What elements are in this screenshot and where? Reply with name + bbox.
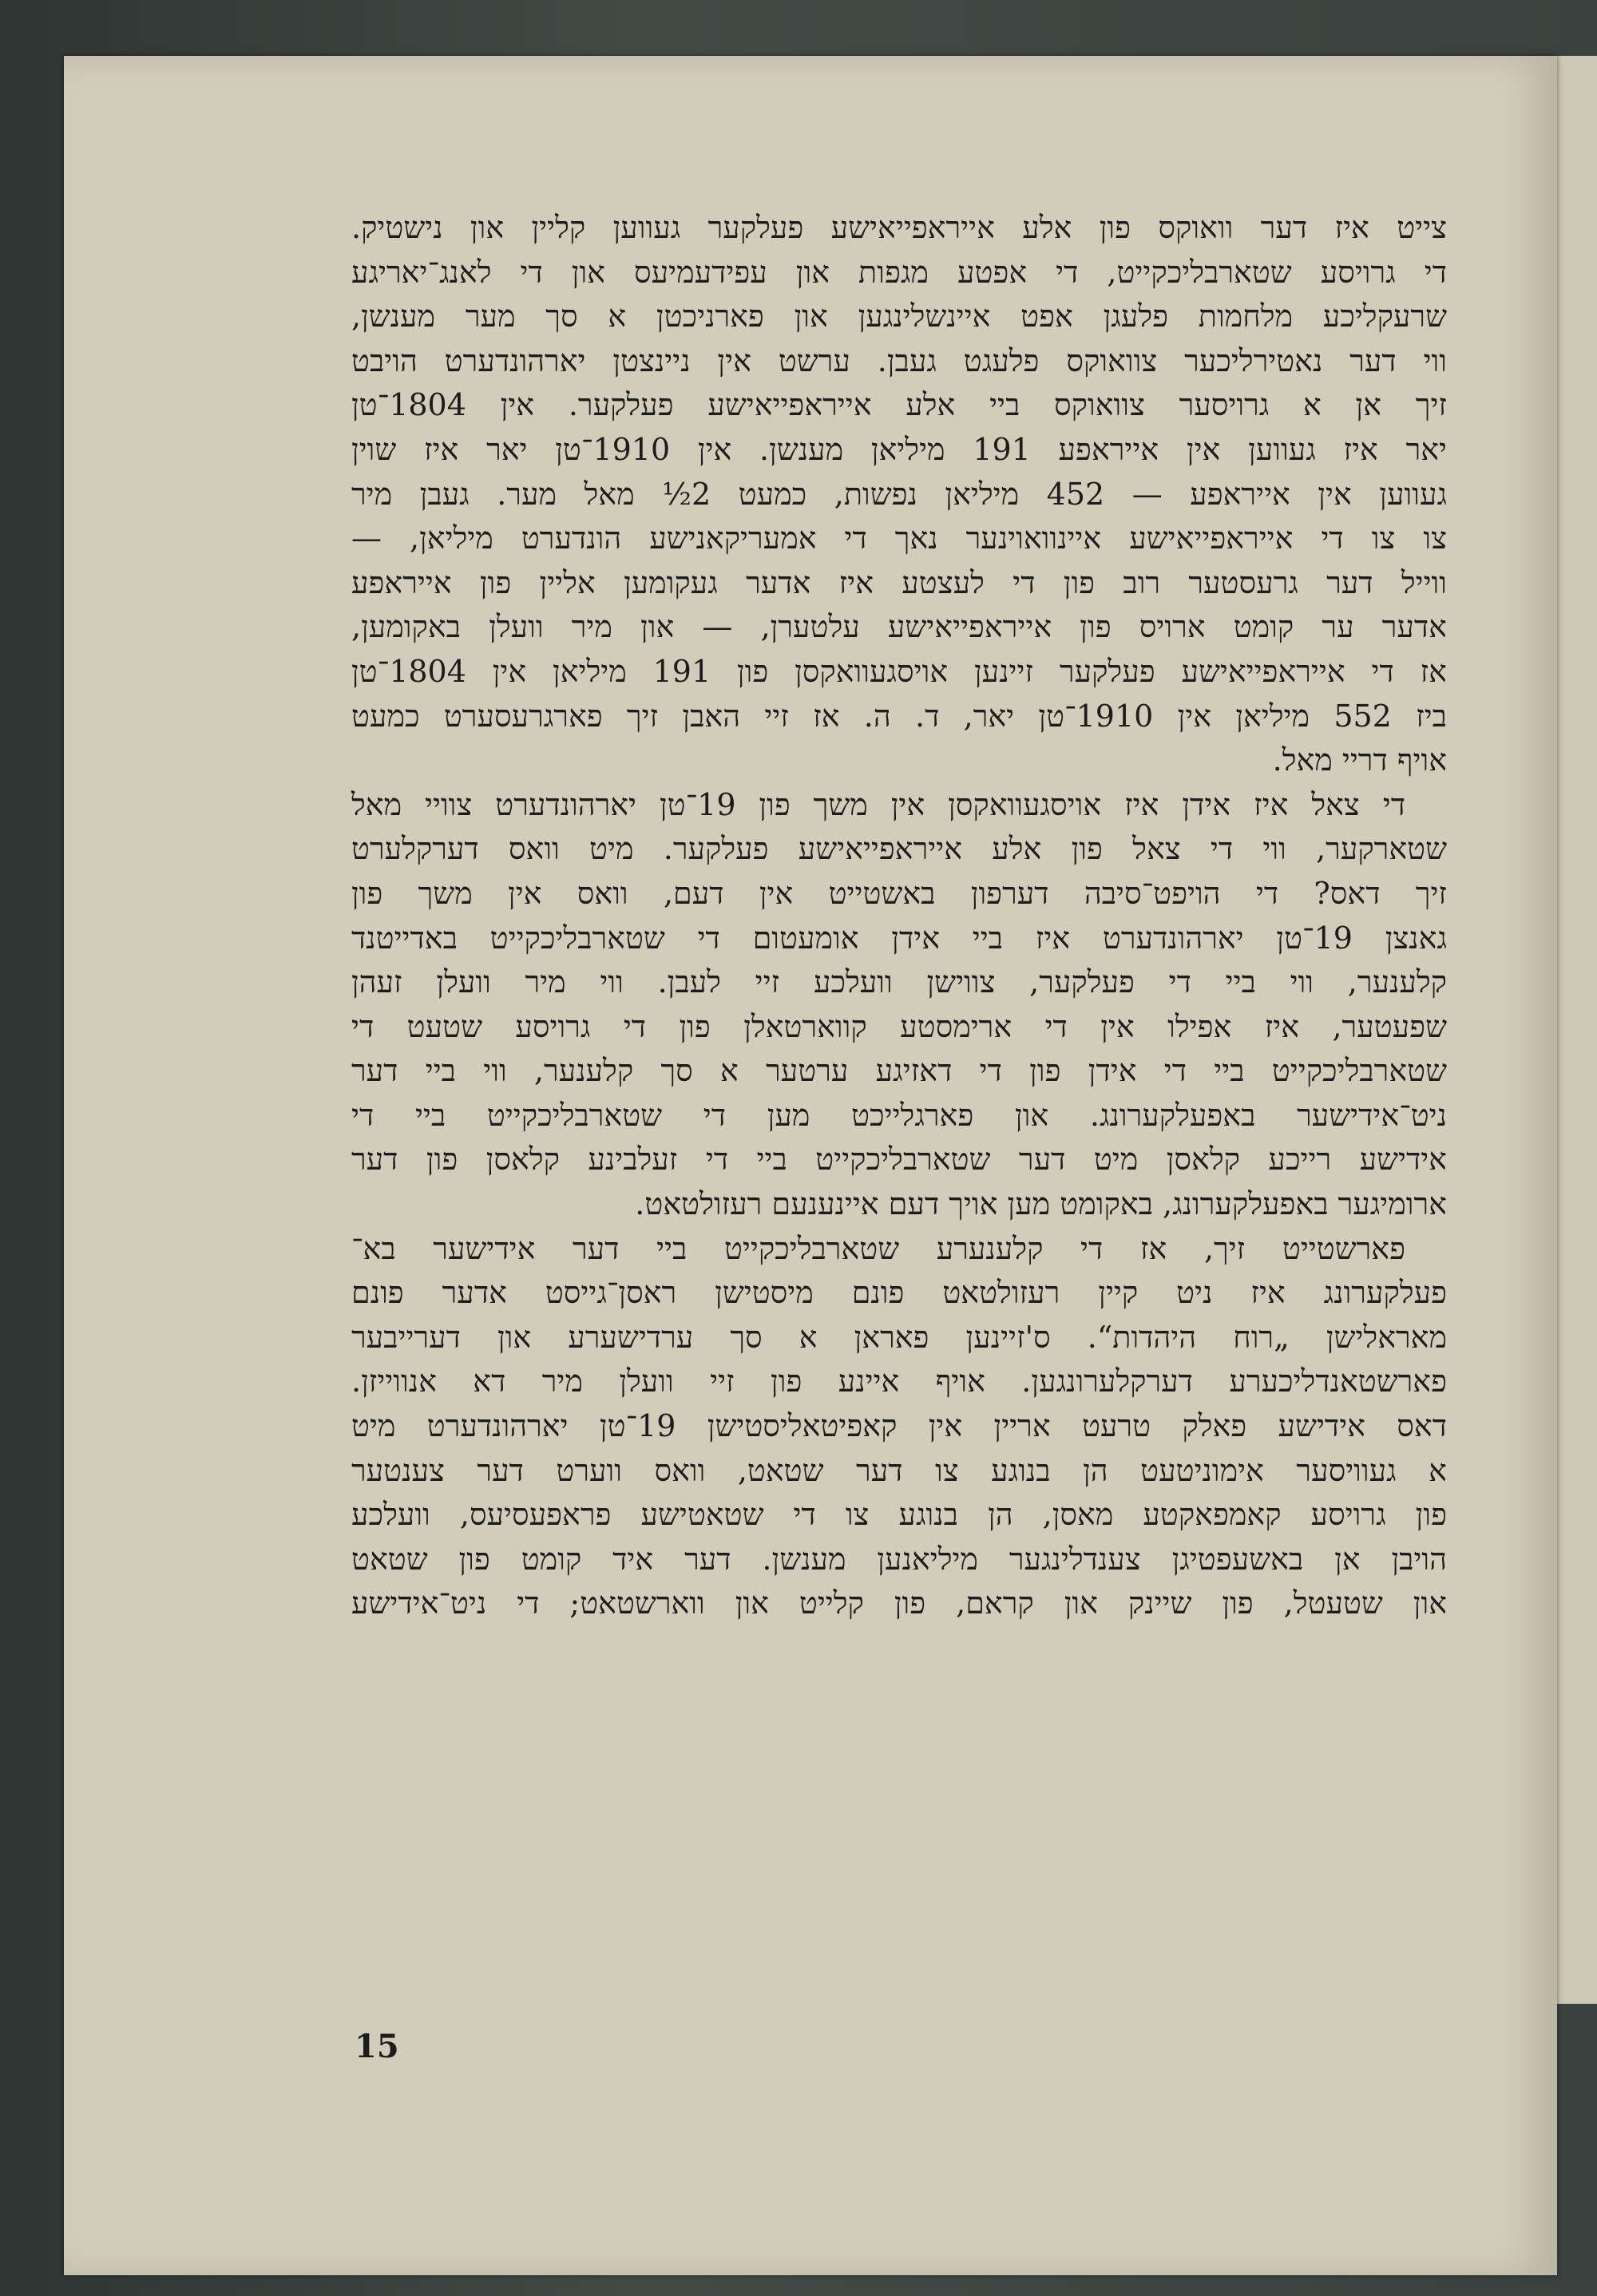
- text-line: שטארקער, ווי די צאל פון אלע אייראפייאישע פעלקער. מיט וואס דערקלערט: [351, 831, 1447, 867]
- text-line: ווי דער נאטירליכער צוואוקס פלעגט געבן. ערשט אין ניינצטן יארהונדערט הויבט: [351, 342, 1447, 378]
- text-line: זיך דאס? די הויפט־סיבה דערפון באשטייט אין דעם, וואס אין משך פון: [351, 875, 1447, 911]
- text-line: א געוויסער אימוניטעט הן בנוגע צו דער שטאט, וואס ווערט דער צענטער: [351, 1452, 1447, 1488]
- text-line: ווייל דער גרעסטער רוב פון די לעצטע איז אדער געקומען אליין פון אייראפע: [351, 564, 1447, 600]
- text-line: דאס אידישע פאלק טרעט אריין אין קאפיטאליסטישן 19־טן יארהונדערט מיט: [351, 1408, 1447, 1444]
- text-line: שטארבליכקייט ביי די אידן פון די דאזיגע ערטער א סך קלענער, ווי ביי דער: [351, 1053, 1447, 1089]
- paragraph-2: [351, 783, 1447, 1227]
- text-line: פארשטייט זיך, אז די קלענערע שטארבליכקייט ביי דער אידישער בא־: [351, 1230, 1405, 1266]
- text-line: הויבן אן באשעפטיגן צענדלינגער מיליאנען מענשן. דער איד קומט פון שטאט: [351, 1541, 1447, 1577]
- text-line: פון גרויסע קאמפאקטע מאסן, הן בנוגע צו די שטאטישע פראפעסיעס, וועלכע: [351, 1497, 1447, 1533]
- text-line: שרעקליכע מלחמות פלעגן אפט איינשלינגען און פארניכטן א סך מער מענשן,: [351, 299, 1447, 335]
- text-line: און שטעטל, פון שיינק און קראם, פון קלייט און ווארשטאט; די ניט־אידישע: [351, 1585, 1447, 1621]
- page-text: [351, 206, 1447, 1626]
- text-line: צייט איז דער וואוקס פון אלע אייראפייאישע פעלקער געווען קליין און נישטיק.: [351, 210, 1447, 245]
- text-line: די גרויסע שטארבליכקייט, די אפטע מגפות און עפידעמיעס און די לאנג־יאריגע: [351, 254, 1447, 290]
- text-line: זיך אן א גרויסער צוואוקס ביי אלע אייראפייאישע פעלקער. אין 1804־טן: [351, 387, 1447, 423]
- text-line: אדער ער קומט ארויס פון אייראפייאישע עלטערן, — און מיר וועלן באקומען,: [351, 609, 1447, 645]
- text-line: שפעטער, איז אפילו אין די ארימסטע קווארטאלן פון די גרויסע שטעט די: [351, 1008, 1447, 1044]
- text-line: אויף דריי מאל.: [1272, 742, 1447, 778]
- text-line: ניט־אידישער באפעלקערונג. און פארגלייכט מען די שטארבליכקייט ביי די: [351, 1097, 1447, 1133]
- text-line: מאראלישן „רוח היהדות“. ס'זיינען פאראן א סך ערדישערע און דערייבער: [351, 1319, 1447, 1355]
- paragraph-1: [351, 206, 1447, 783]
- text-line: פעלקערונג איז ניט קיין רעזולטאט פונם מיסטישן ראסן־גייסט אדער פונם: [351, 1275, 1447, 1311]
- page-number: 15: [355, 2028, 399, 2065]
- text-line: אז די אייראפייאישע פעלקער זיינען אויסגעוואקסן פון 191 מיליאן אין 1804־טן: [351, 653, 1447, 689]
- text-line: די צאל איז אידן איז אויסגעוואקסן אין משך פון 19־טן יארהונדערט צוויי מאל: [351, 786, 1405, 822]
- text-line: ביז 552 מיליאן אין 1910־טן יאר, ד. ה. אז זיי האבן זיך פארגרעסערט כמעט: [351, 698, 1447, 734]
- text-line: גאנצן 19־טן יארהונדערט איז ביי אידן אומעטום די שטארבליכקייט באדייטנד: [351, 920, 1447, 956]
- text-line: ארומיגער באפעלקערונג, באקומט מען אויך דעם איינענעם רעזולטאט.: [635, 1186, 1447, 1222]
- text-line: יאר איז געווען אין אייראפע 191 מיליאן מענשן. אין 1910־טן יאר איז שוין: [351, 431, 1448, 467]
- text-line: אידישע רייכע קלאסן מיט דער שטארבליכקייט ביי די זעלבינע קלאסן פון דער: [351, 1142, 1447, 1178]
- text-line: קלענער, ווי ביי די פעלקער, צווישן וועלכע זיי לעבן. ווי מיר וועלן זעהן: [351, 964, 1447, 1000]
- paragraph-3: [351, 1227, 1447, 1626]
- text-line: געווען אין אייראפע — 452 מיליאן נפשות, כמעט 2½ מאל מער. געבן מיר: [351, 476, 1447, 512]
- text-line: צו צו די אייראפייאישע איינוואוינער נאך די אמעריקאנישע הונדערט מיליאן, —: [351, 521, 1447, 556]
- text-line: פארשטאנדליכערע דערקלערונגען. אויף איינע פון זיי וועלן מיר דא אנווייזן.: [351, 1364, 1447, 1399]
